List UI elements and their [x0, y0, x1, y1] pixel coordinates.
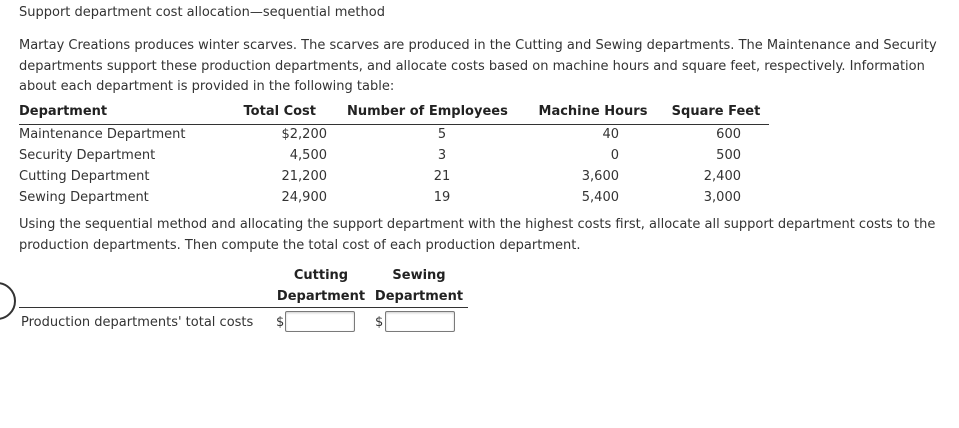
- question-text: Using the sequential method and allocating the support department with the highest costs first, allocate all support department costs to the production departments. Then compute the total cost of each production department.: [19, 217, 936, 253]
- header-square-feet: Square Feet: [671, 104, 761, 119]
- employees: 3: [437, 148, 447, 163]
- page-title: Support department cost allocation—sequential method: [19, 5, 385, 20]
- table-row: [19, 190, 769, 210]
- cutting-header-line2: Department: [276, 289, 366, 304]
- employees: 19: [433, 190, 451, 205]
- square-feet: 600: [716, 127, 741, 142]
- sewing-currency-symbol: $: [375, 315, 384, 330]
- employees: 21: [433, 169, 451, 184]
- header-total-cost: Total Cost: [243, 104, 316, 119]
- total-cost: 24,900: [281, 190, 327, 205]
- machine-hours: 3,600: [581, 169, 619, 184]
- answer-column-cutting: [276, 265, 366, 307]
- header-number-of-employees: Number of Employees: [347, 104, 508, 119]
- cutting-total-cost-input[interactable]: [285, 311, 355, 332]
- square-feet: 2,400: [703, 169, 741, 184]
- table-row: [19, 127, 769, 147]
- square-feet: 3,000: [703, 190, 741, 205]
- department-name: Cutting Department: [19, 169, 150, 184]
- machine-hours: 5,400: [581, 190, 619, 205]
- machine-hours: 40: [602, 127, 619, 142]
- total-cost: $2,200: [281, 127, 327, 142]
- answer-row-label: Production departments' total costs: [21, 315, 254, 330]
- total-cost: 21,200: [281, 169, 327, 184]
- total-cost: 4,500: [289, 148, 327, 163]
- machine-hours: 0: [610, 148, 619, 163]
- question-marker-circle: [0, 282, 16, 320]
- cutting-currency-symbol: $: [276, 315, 285, 330]
- sewing-header-line1: Sewing: [392, 268, 446, 283]
- cutting-header-line1: Cutting: [293, 268, 349, 283]
- square-feet: 500: [716, 148, 741, 163]
- table-header: [19, 104, 769, 125]
- department-name: Sewing Department: [19, 190, 149, 205]
- header-department: Department: [19, 104, 108, 119]
- table-row: [19, 169, 769, 189]
- header-machine-hours: Machine Hours: [538, 104, 648, 119]
- sewing-total-cost-input[interactable]: [385, 311, 455, 332]
- department-name: Maintenance Department: [19, 127, 186, 142]
- table-row: [19, 148, 769, 168]
- employees: 5: [437, 127, 447, 142]
- answer-column-sewing: [374, 265, 464, 307]
- problem-description: Martay Creations produces winter scarves. The scarves are produced in the Cutting and Sewing departments. The Maintenance and Security departments support these production departments, and allocate costs based on machine hours and square feet, respectively. Information about each department is provided in the following table:: [19, 38, 937, 94]
- sewing-header-line2: Department: [374, 289, 464, 304]
- department-name: Security Department: [19, 148, 156, 163]
- answer-divider: [19, 307, 468, 308]
